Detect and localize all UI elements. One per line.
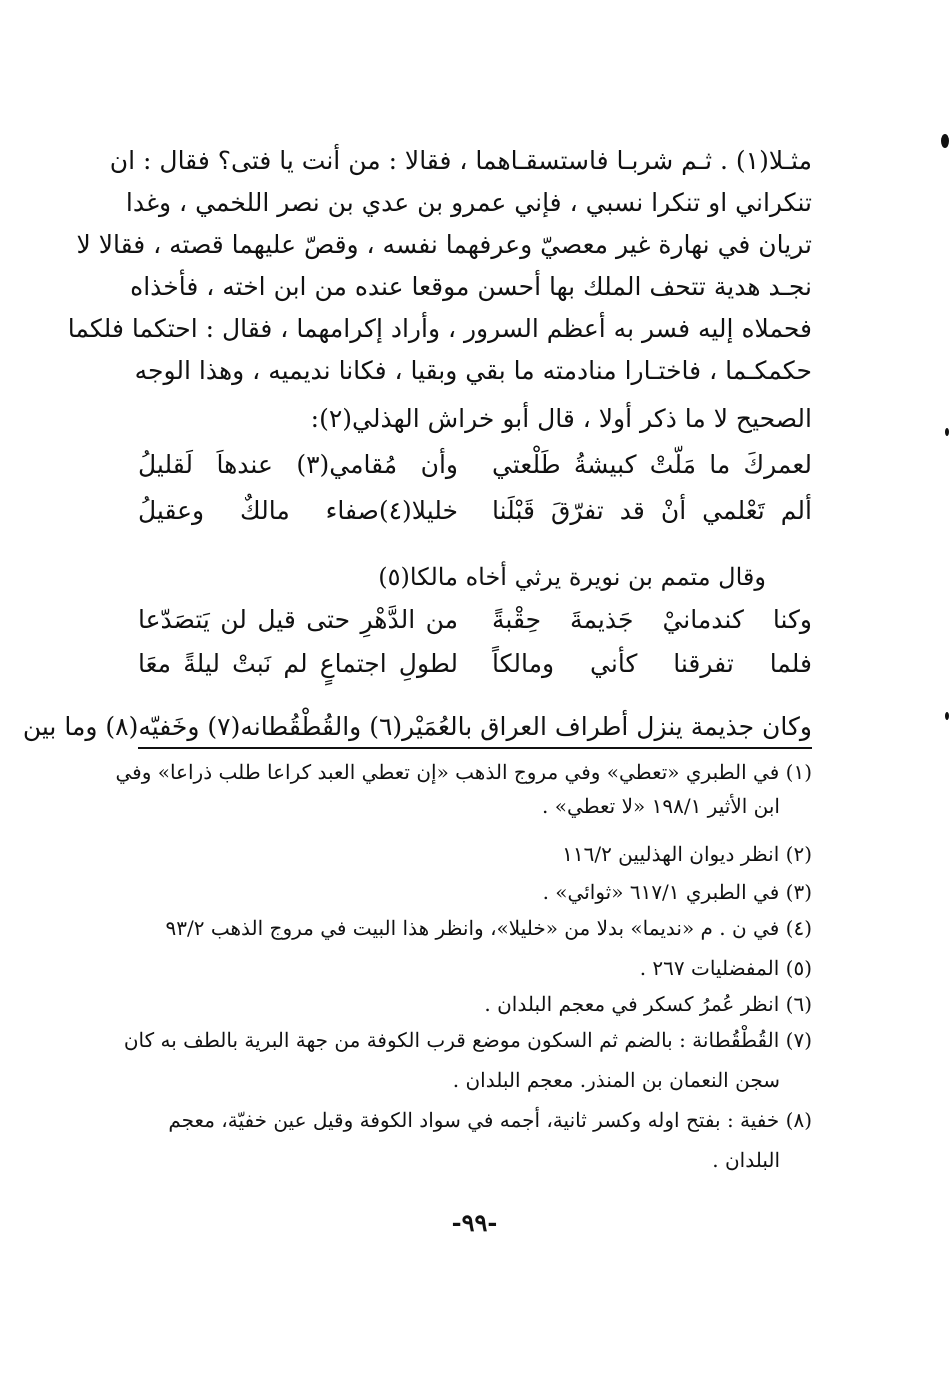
verse-hemistich-left: وأن مُقامي(٣) عندهاَ لَقليلُ: [138, 450, 458, 479]
footnote: (٢) انظر ديوان الهذليين ١١٦/٢: [562, 842, 812, 866]
verse-hemistich-right: ألم تَعْلمي أنْ قد تفرّقَ قَبْلَنا: [492, 496, 812, 525]
verse-hemistich-right: فلما تفرقنا كأني ومالكاً: [492, 649, 812, 678]
scan-mark: [941, 134, 949, 148]
scan-mark: [945, 428, 949, 436]
verse-hemistich-left: من الدَّهْرِ حتى قيل لن يَتصَدّعا: [138, 605, 458, 634]
footnote-continuation: سجن النعمان بن المنذر. معجم البلدان .: [452, 1068, 780, 1092]
verse-line: [138, 645, 812, 683]
footnote: (٥) المفضليات ٢٦٧ .: [639, 956, 812, 980]
footnote: (٨) خفية : بفتح اوله وكسر ثانية، أجمه في سواد الكوفة وقيل عين خفيّة، معجم: [168, 1108, 812, 1132]
scan-mark: [945, 712, 949, 720]
body-line: تريان في نهارة غير معصيّ وعرفهما نفسه ، وقصّ عليهما قصته ، فقالا لا: [76, 230, 812, 259]
verse-line: [138, 601, 812, 639]
body-line: تنكراني او تنكرا نسبي ، فإني عمرو بن عدي بن نصر اللخمي ، وغدا: [125, 188, 812, 217]
footnote: (٤) في ن . م «نديما» بدلا من «خليلا»، وانظر هذا البيت في مروج الذهب ٩٣/٢: [165, 916, 812, 940]
body-line: مثـلا(١) . ثـم شربـا فاستسقـاهما ، فقالا : من أنت يا فتى؟ فقال : ان: [109, 146, 812, 175]
footnote: (٧) القُطْقُطانة : بالضم ثم السكون موضع قرب الكوفة من جهة البرية بالطف به كان: [123, 1028, 812, 1052]
verse-hemistich-left: لطولِ اجتماعٍ لم نَبتْ ليلةً معَا: [138, 649, 458, 678]
verse-line: [138, 492, 812, 530]
body-line: حكمكـما ، فاختـارا منادمته ما بقي وبقيا ، فكانا نديميه ، وهذا الوجه: [134, 356, 812, 385]
footnote: (٣) في الطبري ٦١٧/١ «ثوائي» .: [542, 880, 812, 904]
footnote-divider: [138, 747, 812, 749]
page-number: -٩٩-: [451, 1208, 498, 1237]
body-line: نجـد هدية تتحف الملك بها أحسن موقعا عنده من ابن اخته ، فأخذاه: [130, 272, 812, 301]
footnote-continuation: ابن الأثير ١٩٨/١ «لا تعطي» .: [542, 794, 780, 818]
verse-intro: وقال متمم بن نويرة يرثي أخاه مالكا(٥): [378, 563, 766, 591]
body-line: الصحيح لا ما ذكر أولا ، قال أبو خراش الهذلي(٢):: [310, 404, 812, 433]
verse-hemistich-right: وكنا كندمانيْ جَذيمةَ حِقْبةً: [492, 605, 812, 634]
verse-line: [138, 446, 812, 484]
footnote: (١) في الطبري «تعطي» وفي مروج الذهب «إن تعطي العبد كراعا طلب ذراعا» وفي: [115, 760, 812, 784]
verse-hemistich-left: خليلا(٤)صفاء مالكٌ وعقيلُ: [138, 496, 458, 525]
body-line: وكان جذيمة ينزل أطراف العراق بالعُمَيْر(٦) والقُطْقُطانه(٧) وخَفيّه(٨) وما بين: [22, 712, 812, 741]
verse-hemistich-right: لعمركَ ما مَلّتْ كبيشةُ طَلْعتي: [492, 450, 812, 479]
footnote-continuation: البلدان .: [712, 1148, 780, 1172]
body-line: فحملاه إليه فسر به أعظم السرور ، وأراد إكرامهما ، فقال : احتكما فلكما: [67, 314, 812, 343]
footnote: (٦) انظر عُمرُ كسكر في معجم البلدان .: [484, 992, 812, 1016]
